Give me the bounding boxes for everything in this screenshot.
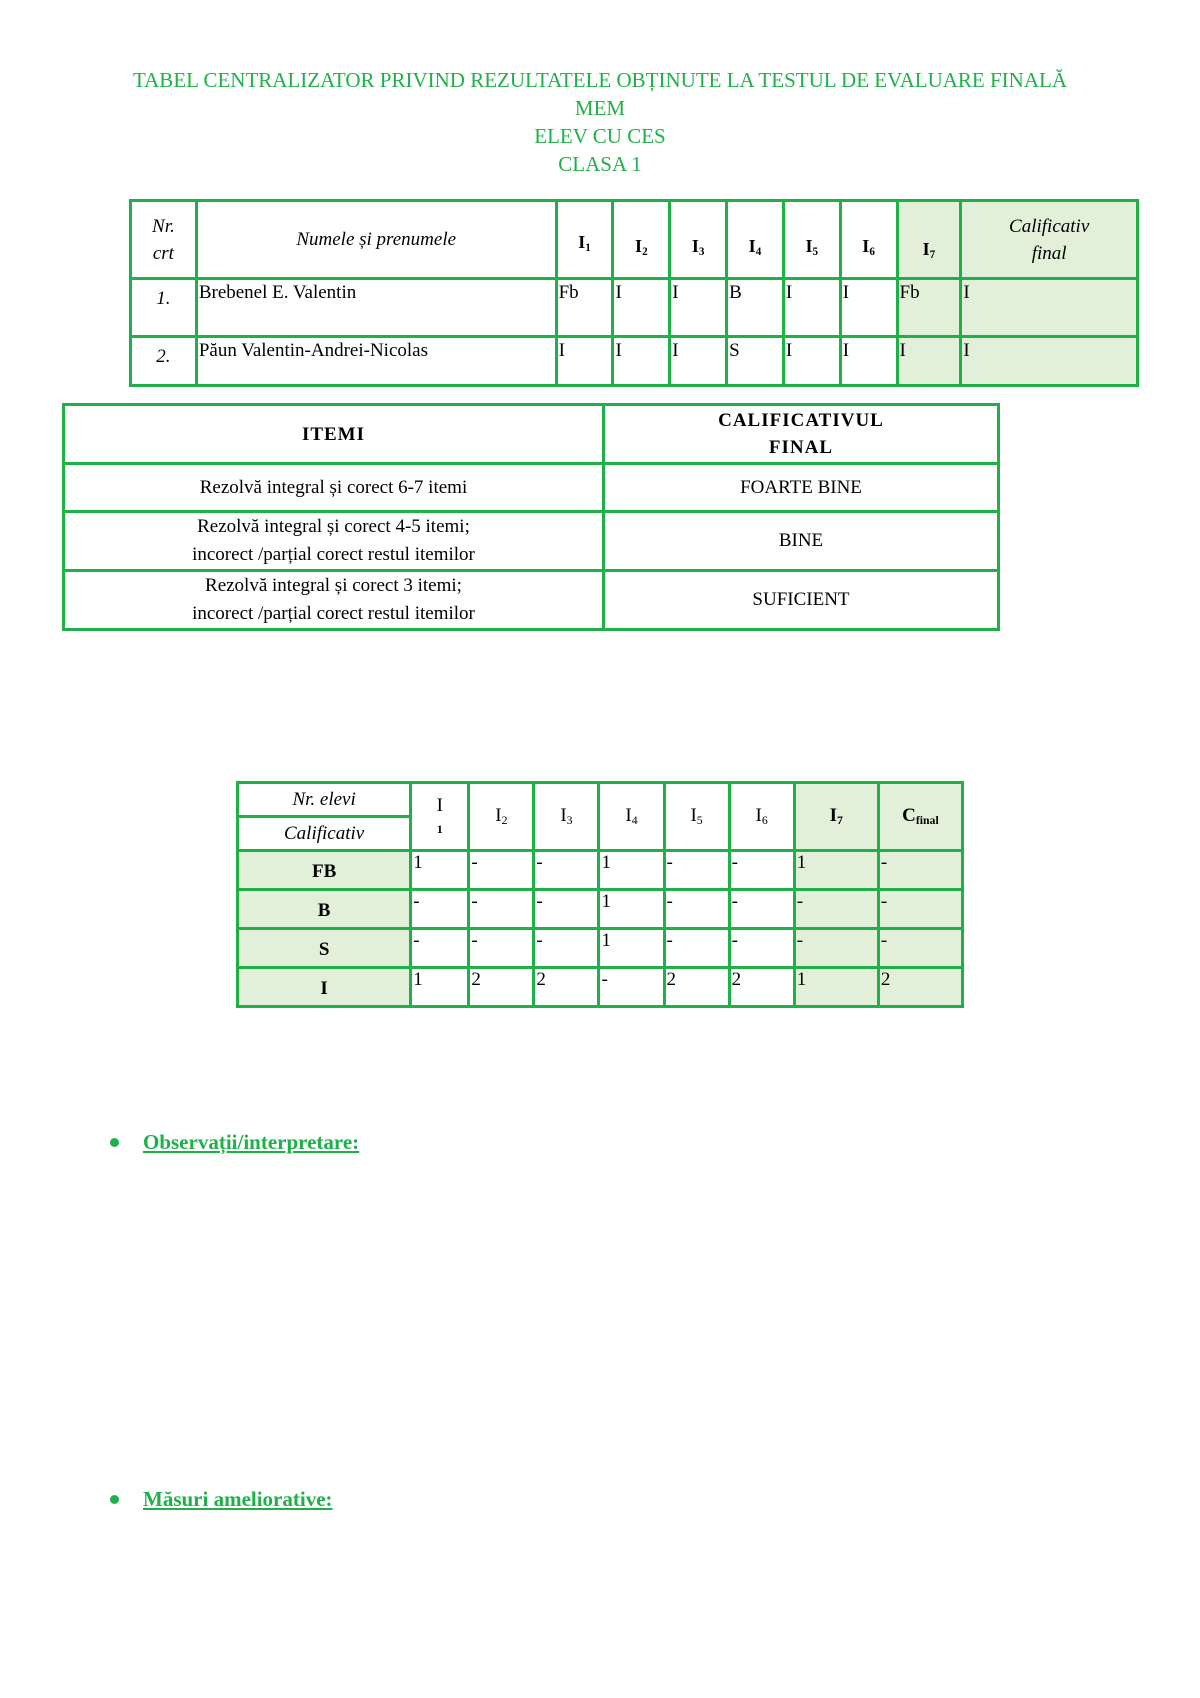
count-cell: 1 (794, 968, 878, 1007)
criterion: Rezolvă integral și corect 4-5 itemi; incorect /parțial corect restul itemilor (64, 512, 604, 571)
results-table (129, 199, 1139, 387)
cell-i7: I (897, 337, 961, 386)
grade: SUFICIENT (603, 571, 998, 630)
count-cell: - (664, 929, 729, 968)
cell-i5: I (783, 337, 840, 386)
table-row (131, 337, 1138, 386)
measures-heading: Măsuri ameliorative: (143, 1487, 333, 1511)
header-col-i6: $I_6$ (729, 783, 794, 851)
count-cell: - (878, 929, 962, 968)
header-col-i4: $I_4$ (599, 783, 664, 851)
grade: FOARTE BINE (603, 464, 998, 512)
criteria-table (62, 403, 1000, 631)
count-cell: 1 (411, 851, 469, 890)
header-final: Calificativ final (961, 201, 1138, 279)
count-cell: - (794, 890, 878, 929)
count-cell: 1 (599, 851, 664, 890)
cell-i2: I (613, 279, 670, 337)
title-line-3: ELEV CU CES (534, 124, 666, 148)
table-row (64, 464, 999, 512)
header-name: Numele și prenumele (196, 201, 556, 279)
table-row (238, 890, 963, 929)
header-item-7: $I_7$ (897, 201, 961, 279)
cell-final: I (961, 337, 1138, 386)
count-cell: - (878, 890, 962, 929)
row-label: S (238, 929, 411, 968)
cell-i1: I (556, 337, 613, 386)
row-label: I (238, 968, 411, 1007)
cell-i3: I (670, 279, 727, 337)
title-line-4: CLASA 1 (558, 152, 642, 176)
count-cell: - (729, 890, 794, 929)
header-item-2: $I_2$ (613, 201, 670, 279)
header-nr-elevi: Nr. elevi (238, 783, 411, 817)
count-cell: 2 (664, 968, 729, 1007)
measures-section (110, 1487, 333, 1512)
header-col-i3: $I_3$ (534, 783, 599, 851)
header-col-i5: $I_5$ (664, 783, 729, 851)
header-calificativ: Calificativ (238, 817, 411, 851)
table-row (238, 851, 963, 890)
grade: BINE (603, 512, 998, 571)
count-cell: - (469, 929, 534, 968)
criteria-header-row (64, 405, 999, 464)
count-cell: - (729, 929, 794, 968)
bullet-icon (110, 1138, 119, 1147)
cell-i6: I (840, 279, 897, 337)
row-nr: 1. (131, 279, 197, 337)
count-cell: - (411, 890, 469, 929)
count-cell: 2 (729, 968, 794, 1007)
table-row (131, 279, 1138, 337)
count-cell: 2 (534, 968, 599, 1007)
table-row (238, 929, 963, 968)
header-result: CALIFICATIVUL FINAL (603, 405, 998, 464)
header-col-final: $C_{final}$ (878, 783, 962, 851)
row-label: FB (238, 851, 411, 890)
count-cell: - (469, 851, 534, 890)
cell-i5: I (783, 279, 840, 337)
count-cell: 1 (599, 929, 664, 968)
cell-i4: S (727, 337, 784, 386)
count-cell: - (878, 851, 962, 890)
header-col-i2: $I_2$ (469, 783, 534, 851)
cell-i2: I (613, 337, 670, 386)
cell-final: I (961, 279, 1138, 337)
count-cell: 1 (411, 968, 469, 1007)
bullet-icon (110, 1495, 119, 1504)
count-cell: - (534, 890, 599, 929)
header-col-i7: $I_7$ (794, 783, 878, 851)
header-nr: Nr. (152, 215, 175, 237)
document-title (50, 66, 1150, 178)
count-cell: 2 (469, 968, 534, 1007)
cell-i6: I (840, 337, 897, 386)
title-line-1: TABEL CENTRALIZATOR PRIVIND REZULTATELE OBȚINUTE LA TESTUL DE EVALUARE FINALĂ (133, 68, 1067, 92)
count-cell: 1 (794, 851, 878, 890)
cell-i3: I (670, 337, 727, 386)
summary-table (236, 781, 964, 1008)
summary-header-row-1 (238, 783, 963, 817)
header-item-3: $I_3$ (670, 201, 727, 279)
table-row (64, 571, 999, 630)
count-cell: - (729, 851, 794, 890)
table-row (238, 968, 963, 1007)
count-cell: 1 (599, 890, 664, 929)
header-item-5: $I_5$ (783, 201, 840, 279)
header-item-1: $I_1$ (556, 201, 613, 279)
count-cell: - (469, 890, 534, 929)
header-items: ITEMI (64, 405, 604, 464)
observations-heading: Observații/interpretare: (143, 1130, 360, 1154)
count-cell: - (534, 929, 599, 968)
cell-i1: Fb (556, 279, 613, 337)
count-cell: - (599, 968, 664, 1007)
student-name: Păun Valentin-Andrei-Nicolas (196, 337, 556, 386)
row-label: B (238, 890, 411, 929)
results-header-row (131, 201, 1138, 279)
title-line-2: MEM (574, 96, 626, 120)
count-cell: - (534, 851, 599, 890)
header-col-i1: I 1 (411, 783, 469, 851)
header-item-4: $I_4$ (727, 201, 784, 279)
header-item-6: $I_6$ (840, 201, 897, 279)
student-name: Brebenel E. Valentin (196, 279, 556, 337)
count-cell: - (664, 890, 729, 929)
criterion: Rezolvă integral și corect 6-7 itemi (64, 464, 604, 512)
header-crt: crt (152, 242, 174, 264)
observations-section (110, 1130, 359, 1155)
row-nr: 2. (131, 337, 197, 386)
count-cell: 2 (878, 968, 962, 1007)
cell-i7: Fb (897, 279, 961, 337)
cell-i4: B (727, 279, 784, 337)
header-nr-crt (131, 201, 197, 279)
criterion: Rezolvă integral și corect 3 itemi; incorect /parțial corect restul itemilor (64, 571, 604, 630)
count-cell: - (411, 929, 469, 968)
table-row (64, 512, 999, 571)
count-cell: - (664, 851, 729, 890)
count-cell: - (794, 929, 878, 968)
